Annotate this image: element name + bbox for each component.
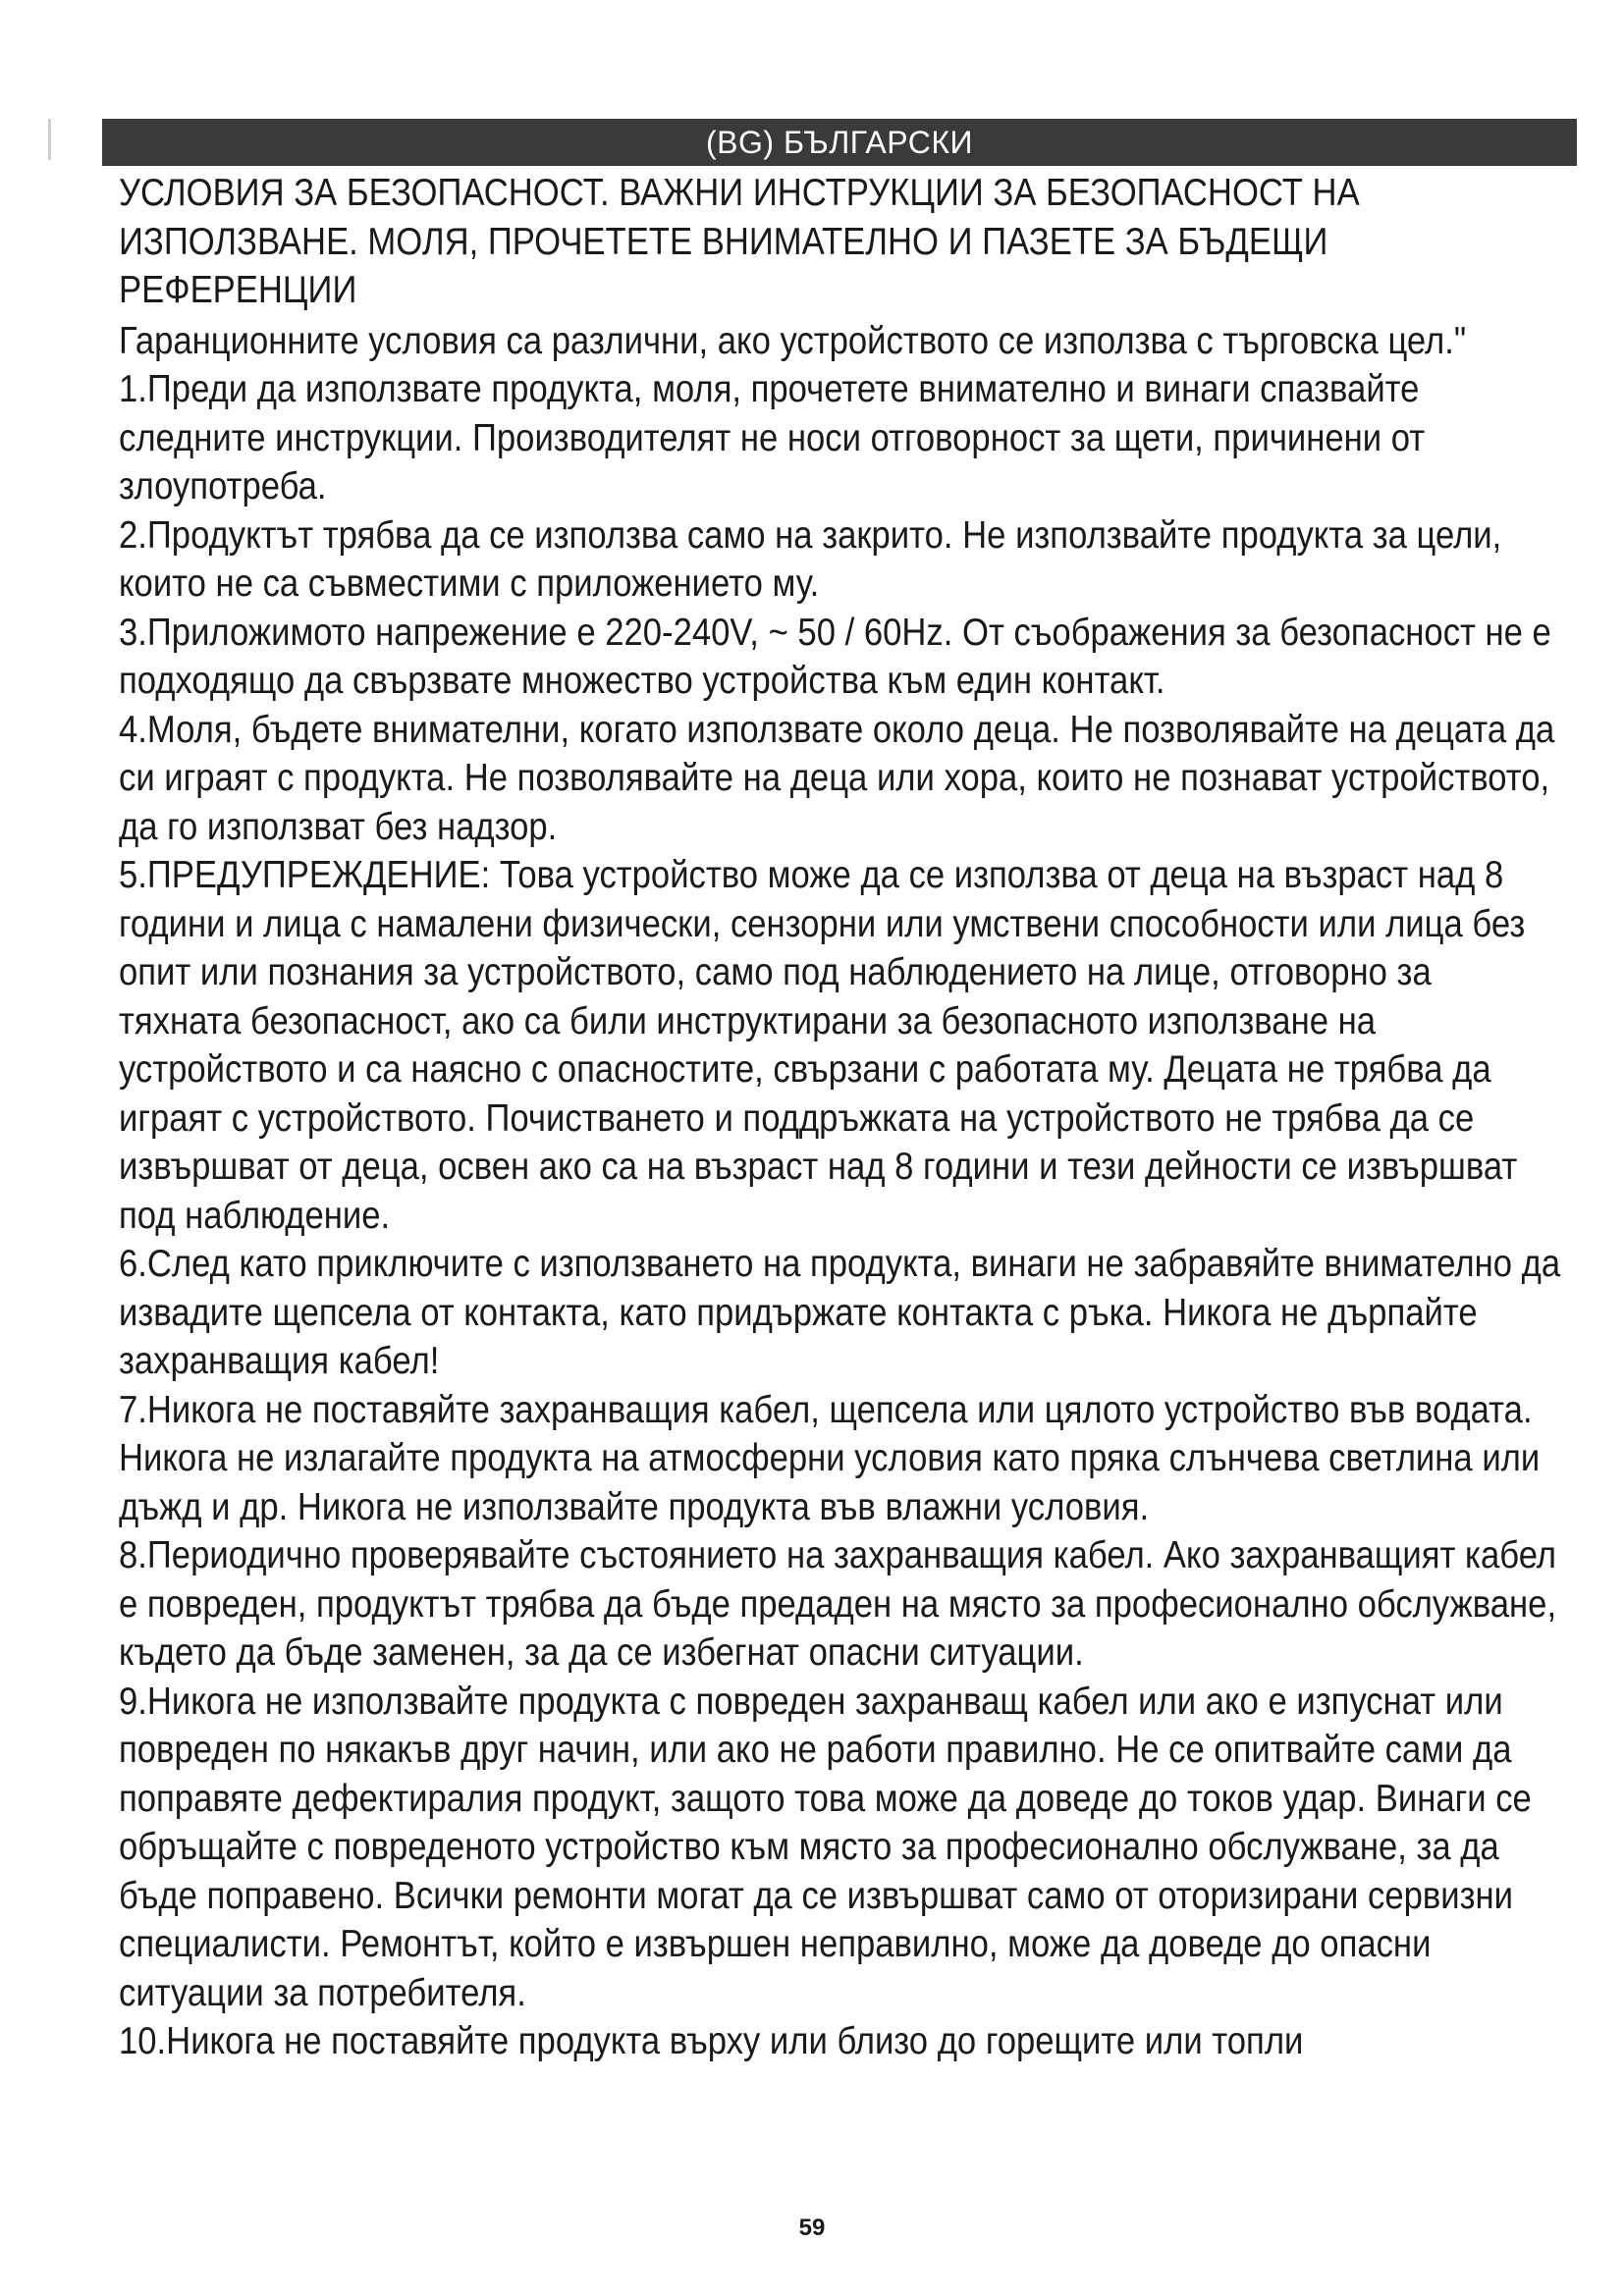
instruction-item-6: 6.След като приключите с използването на продукта, винаги не забравяйте внимателно да извадите щепсела от контакта, като придържате контакта с ръка. Никога не дърпайте захранващия кабел! [119,1243,1561,1382]
page-number: 59 [798,2215,826,2241]
instruction-item-4: 4.Моля, бъдете внимателни, когато използвате около деца. Не позволявайте на децата да си играят с продукта. Не позволявайте на деца или хора, които не познават устройството, да го използват без надзор. [119,708,1555,848]
document-body [119,169,1562,2066]
instruction-item-9: 9.Никога не използвайте продукта с повреден захранващ кабел или ако е изпуснат или повреден по някакъв друг начин, или ако не работи правилно. Не се опитвайте сами да поправяте дефектиралия продукт, защото това може да доведе до токов удар. Винаги се обръщайте с повреденото устройство към място за професионално обслужване, за да бъде поправено. Всички ремонти могат да се извършват само от оторизирани сервизни специалисти. Ремонтът, който е извършен неправилно, може да доведе до опасни ситуации за потребителя. [119,1680,1532,2014]
instruction-item-7: 7.Никога не поставяйте захранващия кабел, щепсела или цялото устройство във водата. Никога не излагайте продукта на атмосферни условия като пряка слънчева светлина или дъжд и др. Никога не използвайте продукта във влажни условия. [119,1388,1541,1528]
instruction-item-10: 10.Никога не поставяйте продукта върху или близо до горещите или топли [119,2020,1304,2062]
instruction-item-5: 5.ПРЕДУПРЕЖДЕНИЕ: Това устройство може да се използва от деца на възраст над 8 години и лица с намалени физически, сензорни или умствени способности или лица без опит или познания за устройството, само под наблюдението на лице, отговорно за тяхната безопасност, ако са били инструктирани за безопасното използване на устройството и са наясно с опасностите, свързани с работата му. Децата не трябва да играят с устройството. Почистването и поддръжката на устройството не трябва да се извършват от деца, освен ако са на възраст над 8 години и тези дейности се извършват под наблюдение. [119,854,1526,1237]
instruction-item-8: 8.Периодично проверявайте състоянието на захранващия кабел. Ако захранващият кабел е повреден, продуктът трябва да бъде предаден на място за професионално обслужване, където да бъде заменен, за да се избегнат опасни ситуации. [119,1534,1557,1674]
instruction-item-1: 1.Преди да използвате продукта, моля, прочетете внимателно и винаги спазвайте следните инструкции. Производителят не носи отговорност за щети, причинени от злоупотреба. [119,368,1426,507]
warranty-note: Гаранционните условия са различни, ако устройството се използва с търговска цел." [119,319,1467,362]
instruction-item-3: 3.Приложимото напрежение е 220-240V, ~ 50 / 60Hz. От съображения за безопасност не е подходящо да свързвате множество устройства към един контакт. [119,611,1551,702]
safety-title: УСЛОВИЯ ЗА БЕЗОПАСНОСТ. ВАЖНИ ИНСТРУКЦИИ ЗА БЕЗОПАСНОСТ НА ИЗПОЛЗВАНЕ. МОЛЯ, ПРОЧЕТЕТЕ ВНИМАТЕЛНО И ПАЗЕТЕ ЗА БЪДЕЩИ РЕФЕРЕНЦИИ [119,172,1360,311]
margin-mark [48,119,51,160]
language-label: (BG) БЪЛГАРСКИ [706,125,973,160]
language-header-bar [102,119,1577,166]
instruction-item-2: 2.Продуктът трябва да се използва само на закрито. Не използвайте продукта за цели, които не са съвместими с приложението му. [119,513,1502,605]
